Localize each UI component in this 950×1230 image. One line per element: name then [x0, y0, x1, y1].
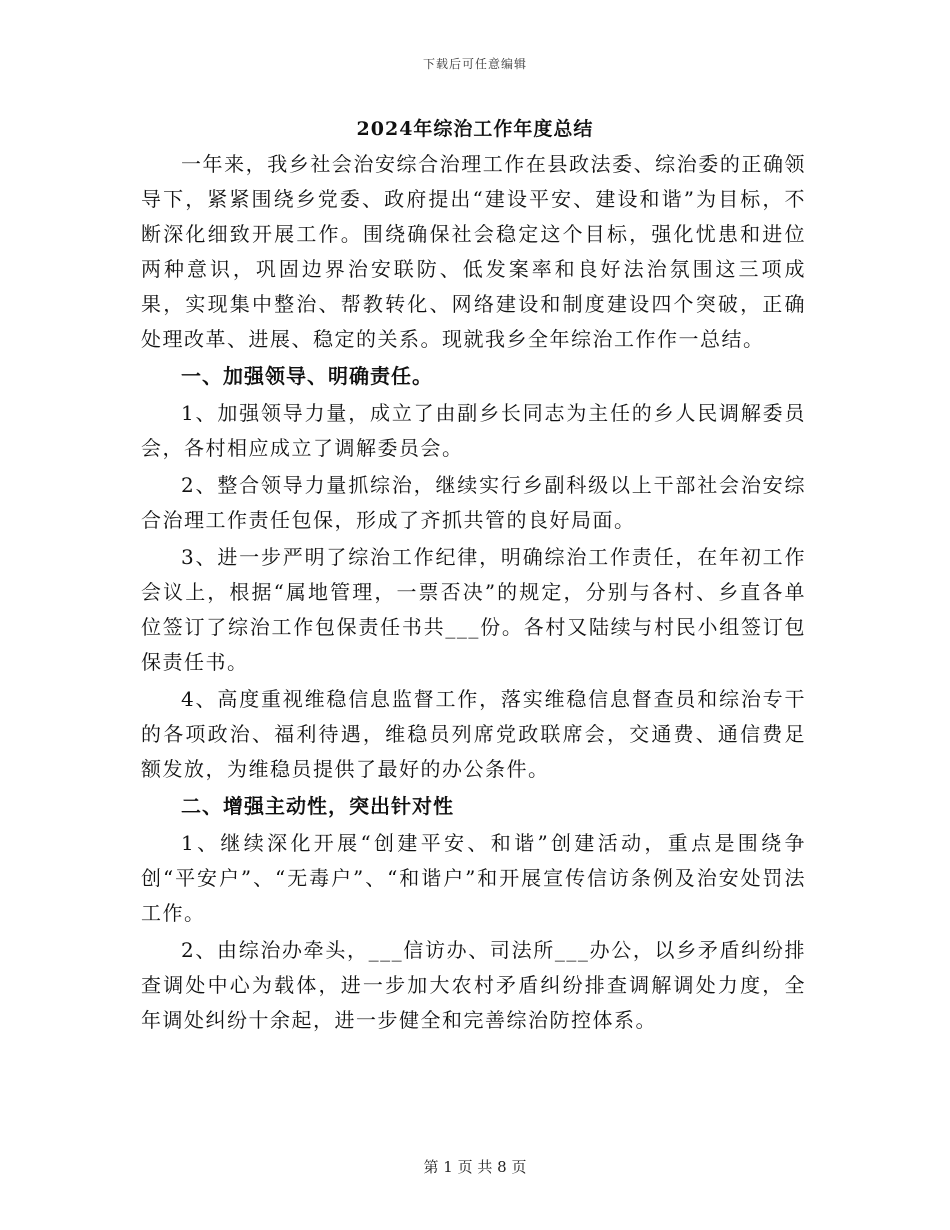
section-1-item-3: 3、进一步严明了综治工作纪律，明确综治工作责任，在年初工作会议上，根据“属地管理，一票否决”的规定，分别与各村、乡直各单位签订了综治工作包保责任书共___份。各村又陆续与村民小组签订包保责任书。	[141, 545, 806, 674]
section-1-item-2: 2、整合领导力量抓综治，继续实行乡副科级以上干部社会治安综合治理工作责任包保，形成了齐抓共管的良好局面。	[141, 473, 806, 532]
section-heading-1: 一、加强领导、明确责任。	[181, 364, 433, 388]
intro-paragraph: 一年来，我乡社会治安综合治理工作在县政法委、综治委的正确领导下，紧紧围绕乡党委、政府提出“建设平安、建设和谐”为目标，不断深化细致开展工作。围绕确保社会稳定这个目标，强化忧患和进位两种意识，巩固边界治安联防、低发案率和良好法治氛围这三项成果，实现集中整治、帮教转化、网络建设和制度建设四个突破，正确处理改革、进展、稳定的关系。现就我乡全年综治工作作一总结。	[141, 152, 806, 351]
section-1-item-4: 4、高度重视维稳信息监督工作，落实维稳信息督查员和综治专干的各项政治、福利待遇，维稳员列席党政联席会，交通费、通信费足额发放，为维稳员提供了最好的办公条件。	[141, 687, 806, 781]
section-2-item-1: 1、继续深化开展“创建平安、和谐”创建活动，重点是围绕争创“平安户”、“无毒户”、“和谐户”和开展宣传信访条例及治安处罚法工作。	[141, 831, 806, 925]
page-number-footer: 第 1 页 共 8 页	[423, 1158, 527, 1176]
document-title: 2024年综治工作年度总结	[356, 118, 594, 140]
page-header-note: 下载后可任意编辑	[422, 57, 527, 71]
section-1-item-1: 1、加强领导力量，成立了由副乡长同志为主任的乡人民调解委员会，各村相应成立了调解委员会。	[141, 401, 806, 460]
section-2-item-2: 2、由综治办牵头，___信访办、司法所___办公，以乡矛盾纠纷排查调处中心为载体，进一步加大农村矛盾纠纷排查调解调处力度，全年调处纠纷十余起，进一步健全和完善综治防控体系。	[141, 938, 806, 1032]
document-body	[141, 147, 806, 1038]
section-heading-2: 二、增强主动性，突出针对性	[181, 794, 454, 818]
